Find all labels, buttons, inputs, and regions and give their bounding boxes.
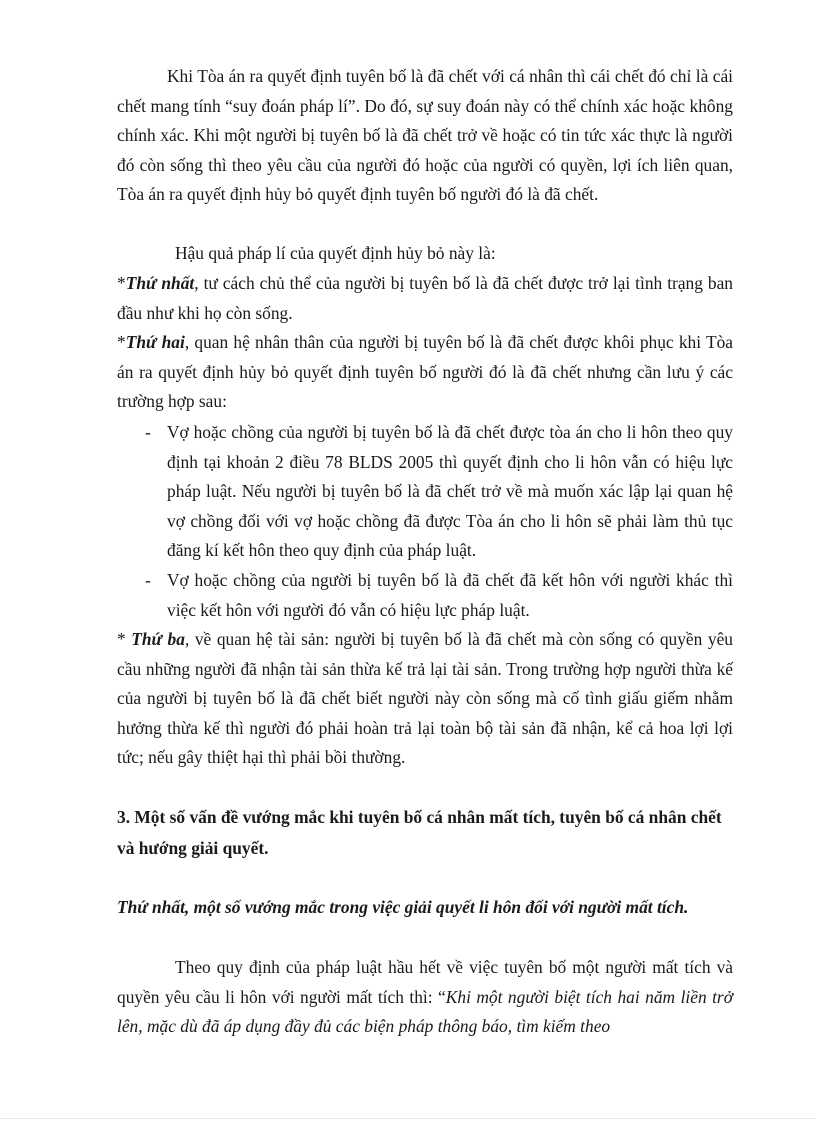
asterisk-marker: * [117, 273, 126, 293]
bullet-item-divorce [117, 418, 733, 566]
paragraph-legal-provision [117, 953, 733, 1042]
section-heading-3: 3. Một số vấn đề vướng mắc khi tuyên bố cá nhân mất tích, tuyên bố cá nhân chết và hướng giải quyết. [117, 807, 722, 858]
asterisk-marker: * [117, 332, 126, 352]
paragraph-second-consequence [117, 328, 733, 417]
subheading-first-issue: Thứ nhất, một số vướng mắc trong việc giải quyết li hôn đối với người mất tích. [117, 897, 689, 917]
bullet-dash: - [145, 570, 151, 590]
paragraph-first-consequence [117, 269, 733, 328]
first-lead: Thứ nhất [125, 273, 195, 293]
provision-quote: Khi một người biệt tích hai năm liền trở lên, mặc dù đã áp dụng đầy đủ các biện pháp thông báo, tìm kiếm theo [117, 986, 733, 1036]
third-text: , về quan hệ tài sản: người bị tuyên bố là đã chết mà còn sống có quyền yêu cầu những người đã nhận tài sản thừa kế trả lại tài sản. Trong trường hợp người thừa kế của người bị tuyên bố là đã chết biết người này còn sống mà cố tình giấu giếm nhằm hưởng thừa kế thì người đó phải hoàn trả lại toàn bộ tài sản đã nhận, kể cả hoa lợi lợi tức; nếu gây thiệt hại thì phải bồi thường. [117, 629, 733, 767]
second-lead: Thứ hai [125, 332, 185, 352]
second-text: , quan hệ nhân thân của người bị tuyên bố là đã chết được khôi phục khi Tòa án ra quyết định hủy bỏ quyết định tuyên bố người đó là đã chết nhưng cần lưu ý các trường hợp sau: [117, 332, 734, 411]
paragraph-third-consequence [117, 625, 733, 773]
bullet-dash: - [145, 422, 151, 442]
bullet-text: Vợ hoặc chồng của người bị tuyên bố là đã chết đã kết hôn với người khác thì việc kết hôn với người đó vẫn có hiệu lực pháp luật. [167, 570, 733, 620]
page-bottom-rule [0, 1118, 816, 1119]
asterisk-marker: * [117, 629, 132, 649]
first-text: , tư cách chủ thể của người bị tuyên bố là đã chết được trở lại tình trạng ban đầu như khi họ còn sống. [117, 273, 734, 323]
bullet-text: Vợ hoặc chồng của người bị tuyên bố là đã chết được tòa án cho li hôn theo quy định tại khoản 2 điều 78 BLDS 2005 thì quyết định cho li hôn vẫn có hiệu lực pháp luật. Nếu người bị tuyên bố là đã chết trở về mà muốn xác lập lại quan hệ vợ chồng đối với vợ hoặc chồng đã được Tòa án cho li hôn sẽ phải làm thủ tục đăng kí kết hôn theo quy định của pháp luật. [167, 422, 733, 560]
bullet-item-remarriage [117, 566, 733, 625]
paragraph-presumption-of-death: Khi Tòa án ra quyết định tuyên bố là đã chết với cá nhân thì cái chết đó chỉ là cái chết mang tính “suy đoán pháp lí”. Do đó, sự suy đoán này có thể chính xác hoặc không chính xác. Khi một người bị tuyên bố là đã chết trở về hoặc có tin tức xác thực là người đó còn sống thì theo yêu cầu của người đó hoặc của người có quyền, lợi ích liên quan, Tòa án ra quyết định hủy bỏ quyết định tuyên bố người đó là đã chết. [117, 66, 733, 204]
third-lead: Thứ ba [131, 629, 185, 649]
paragraph-consequences-intro: Hậu quả pháp lí của quyết định hủy bỏ này là: [175, 243, 496, 263]
provision-text: Theo quy định của pháp luật hầu hết về việc tuyên bố một người mất tích và quyền yêu cầu li hôn với người mất tích thì: “ [117, 957, 733, 1007]
